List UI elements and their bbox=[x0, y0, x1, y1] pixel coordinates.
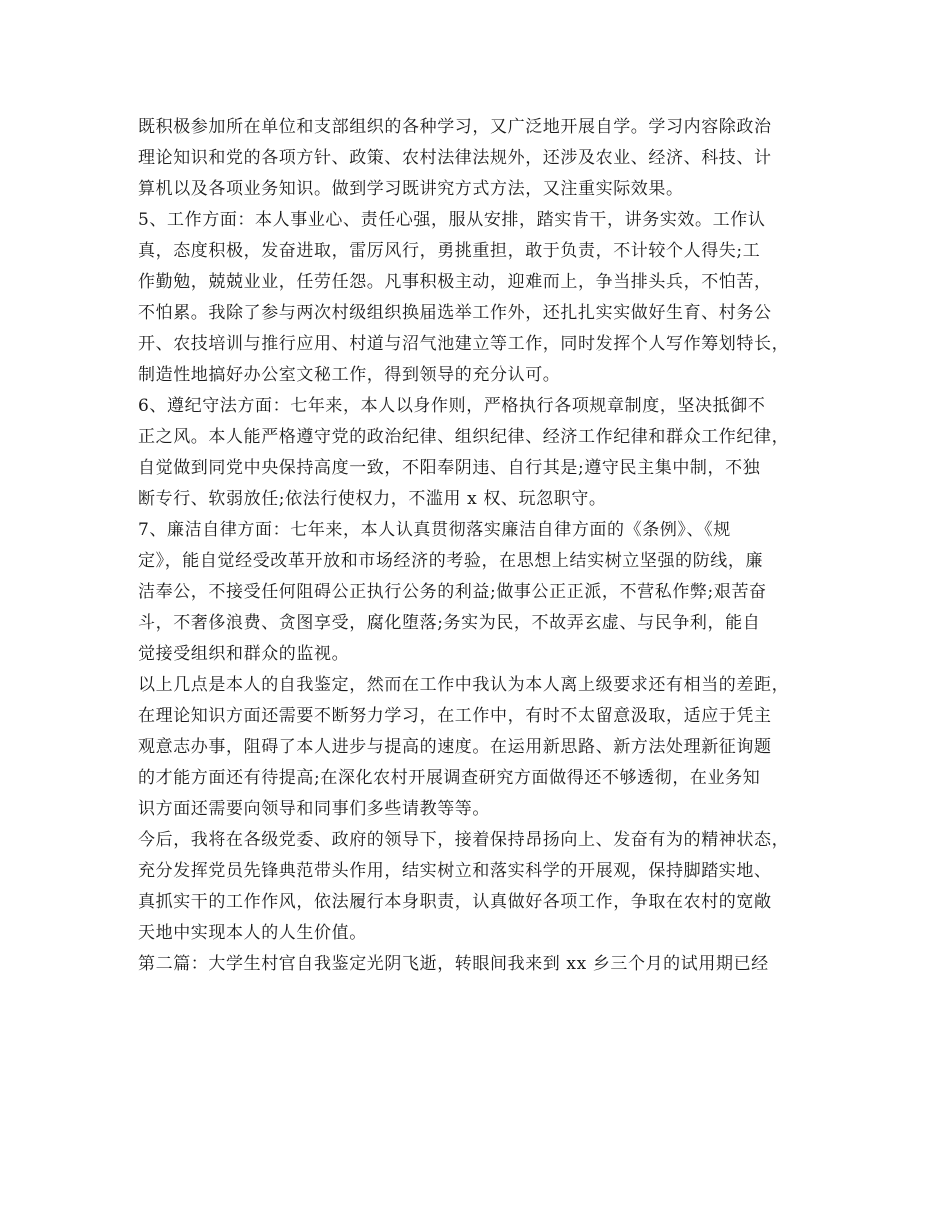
text-line: 天地中实现本人的人生价值。 bbox=[138, 923, 367, 943]
text-line: 6、遵纪守法方面：七年来，本人以身作则，严格执行各项规章制度，坚决抵御不 bbox=[138, 396, 766, 416]
text-line: 观意志办事，阻碍了本人进步与提高的速度。在运用新思路、新方法处理新征询题 bbox=[138, 737, 772, 757]
text-line: 断专行、软弱放任;依法行使权力，不滥用 x 权、玩忽职守。 bbox=[138, 489, 607, 509]
text-line: 既积极参加所在单位和支部组织的各种学习，又广泛地开展自学。学习内容除政治 bbox=[138, 117, 772, 137]
text-line: 洁奉公，不接受任何阻碍公正执行公务的利益;做事公正正派，不营私作弊;艰苦奋 bbox=[138, 582, 767, 602]
text-line: 正之风。本人能严格遵守党的政治纪律、组织纪律、经济工作纪律和群众工作纪律， bbox=[138, 427, 790, 447]
text-line: 算机以及各项业务知识。做到学习既讲究方式方法，又注重实际效果。 bbox=[138, 179, 684, 199]
text-line: 觉接受组织和群众的监视。 bbox=[138, 644, 350, 664]
document-body bbox=[138, 112, 828, 980]
text-line: 7、廉洁自律方面：七年来，本人认真贯彻落实廉洁自律方面的《条例》、《规 bbox=[138, 520, 731, 540]
text-line: 开、农技培训与推行应用、村道与沼气池建立等工作，同时发挥个人写作筹划特长， bbox=[138, 334, 790, 354]
text-line: 作勤勉，兢兢业业，任劳任怨。凡事积极主动，迎难而上，争当排头兵，不怕苦， bbox=[138, 272, 772, 292]
text-line: 第二篇：大学生村官自我鉴定光阴飞逝，转眼间我来到 xx 乡三个月的试用期已经 bbox=[138, 954, 769, 974]
text-line: 识方面还需要向领导和同事们多些请教等等。 bbox=[138, 799, 490, 819]
text-line: 理论知识和党的各项方针、政策、农村法律法规外，还涉及农业、经济、科技、计 bbox=[138, 148, 772, 168]
text-line: 不怕累。我除了参与两次村级组织换届选举工作外，还扎扎实实做好生育、村务公 bbox=[138, 303, 772, 323]
text-line: 今后，我将在各级党委、政府的领导下，接着保持昂扬向上、发奋有为的精神状态， bbox=[138, 830, 790, 850]
text-line: 自觉做到同党中央保持高度一致，不阳奉阴违、自行其是;遵守民主集中制，不独 bbox=[138, 458, 761, 478]
text-line: 充分发挥党员先锋典范带头作用，结实树立和落实科学的开展观，保持脚踏实地、 bbox=[138, 861, 772, 881]
text-line: 制造性地搞好办公室文秘工作，得到领导的充分认可。 bbox=[138, 365, 561, 385]
text-line: 的才能方面还有待提高;在深化农村开展调查研究方面做得还不够透彻，在业务知 bbox=[138, 768, 761, 788]
text-line: 真，态度积极，发奋进取，雷厉风行，勇挑重担，敢于负责，不计较个人得失;工 bbox=[138, 241, 761, 261]
text-line: 5、工作方面：本人事业心、责任心强，服从安排，踏实肯干，讲务实效。工作认 bbox=[138, 210, 766, 230]
text-line: 定》，能自觉经受改革开放和市场经济的考验，在思想上结实树立坚强的防线，廉 bbox=[138, 551, 764, 571]
text-line: 在理论知识方面还需要不断努力学习，在工作中，有时不太留意汲取，适应于凭主 bbox=[138, 706, 772, 726]
text-line: 以上几点是本人的自我鉴定，然而在工作中我认为本人离上级要求还有相当的差距， bbox=[138, 675, 790, 695]
text-line: 真抓实干的工作作风，依法履行本身职责，认真做好各项工作，争取在农村的宽敞 bbox=[138, 892, 772, 912]
text-line: 斗，不奢侈浪费、贪图享受，腐化堕落;务实为民，不故弄玄虚、与民争利，能自 bbox=[138, 613, 761, 633]
